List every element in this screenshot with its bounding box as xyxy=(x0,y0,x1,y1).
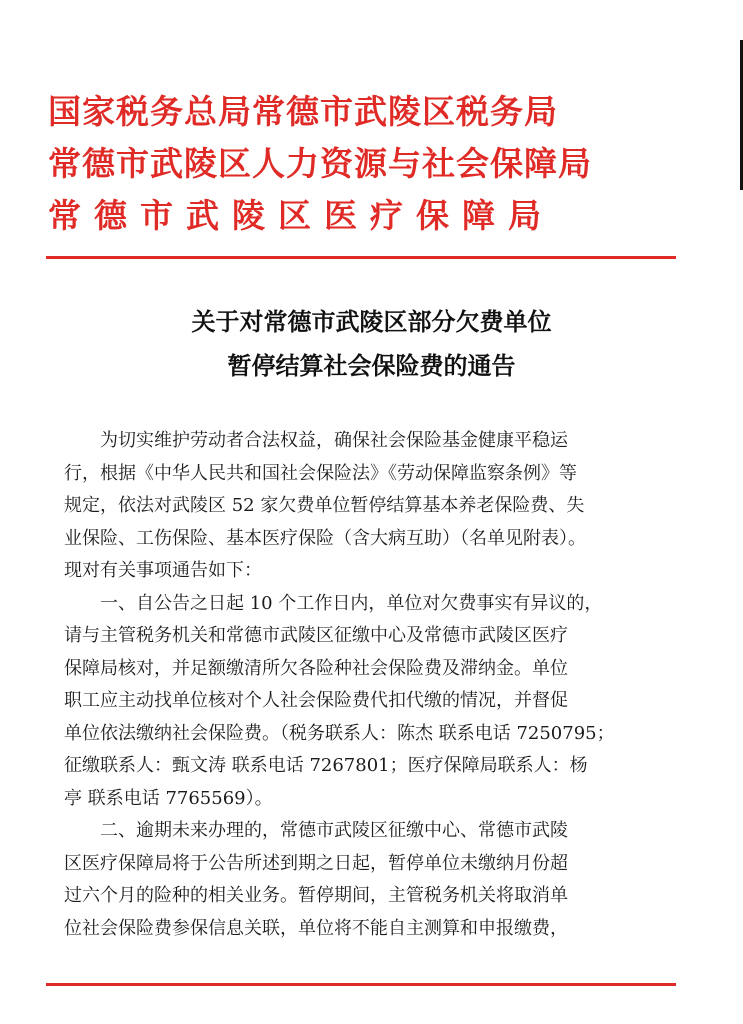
title-line-1: 关于对常德市武陵区部分欠费单位 xyxy=(191,307,552,336)
footer-divider xyxy=(46,983,676,986)
body-line: 征缴联系人：甄文涛 联系电话 7267801；医疗保障局联系人：杨 xyxy=(64,755,588,776)
body-line: 保障局核对，并足额缴清所欠各险种社会保险费及滞纳金。单位 xyxy=(64,657,568,679)
body-line: 区医疗保障局将于公告所述到期之日起，暂停单位未缴纳月份超 xyxy=(64,852,568,874)
notice-title xyxy=(0,300,743,388)
body-line: 一、自公告之日起 10 个工作日内，单位对欠费事实有异议的， xyxy=(100,592,603,614)
paragraph-item-2-cont xyxy=(64,848,654,946)
authority-hr-social-security: 常德市武陵区人力资源与社会保障局 xyxy=(48,144,592,183)
paragraph-item-1 xyxy=(64,588,654,621)
paragraph-intro xyxy=(64,425,654,458)
paragraph-item-1-cont xyxy=(64,620,654,815)
paragraph-item-2 xyxy=(64,815,654,848)
body-line: 行，根据《中华人民共和国社会保险法》《劳动保障监察条例》等 xyxy=(64,462,577,484)
authority-medical-security: 常德市武陵区医疗保障局 xyxy=(48,196,554,235)
body-line: 为切实维护劳动者合法权益，确保社会保险基金健康平稳运 xyxy=(100,430,568,451)
title-line-2: 暂停结算社会保险费的通告 xyxy=(227,351,516,380)
notice-body xyxy=(64,425,654,945)
body-line: 职工应主动找单位核对个人社会保险费代扣代缴的情况，并督促 xyxy=(64,690,568,711)
issuing-authorities xyxy=(48,86,688,242)
body-line: 规定，依法对武陵区 52 家欠费单位暂停结算基本养老保险费、失 xyxy=(64,495,585,516)
authority-tax-bureau: 国家税务总局常德市武陵区税务局 xyxy=(48,92,558,131)
body-line: 请与主管税务机关和常德市武陵区征缴中心及常德市武陵区医疗 xyxy=(64,625,568,646)
body-line: 现对有关事项通告如下： xyxy=(64,560,262,581)
header-divider xyxy=(46,256,676,259)
body-line: 单位依法缴纳社会保险费。（税务联系人：陈杰 联系电话 7250795； xyxy=(64,722,615,744)
body-line: 过六个月的险种的相关业务。暂停期间，主管税务机关将取消单 xyxy=(64,885,568,906)
body-line: 亭 联系电话 7765569）。 xyxy=(64,787,273,809)
body-line: 业保险、工伤保险、基本医疗保险（含大病互助）（名单见附表）。 xyxy=(64,527,586,549)
paragraph-intro-cont xyxy=(64,458,654,588)
body-line: 位社会保险费参保信息关联，单位将不能自主测算和申报缴费， xyxy=(64,917,568,939)
body-line: 二、逾期未来办理的，常德市武陵区征缴中心、常德市武陵 xyxy=(100,820,568,841)
